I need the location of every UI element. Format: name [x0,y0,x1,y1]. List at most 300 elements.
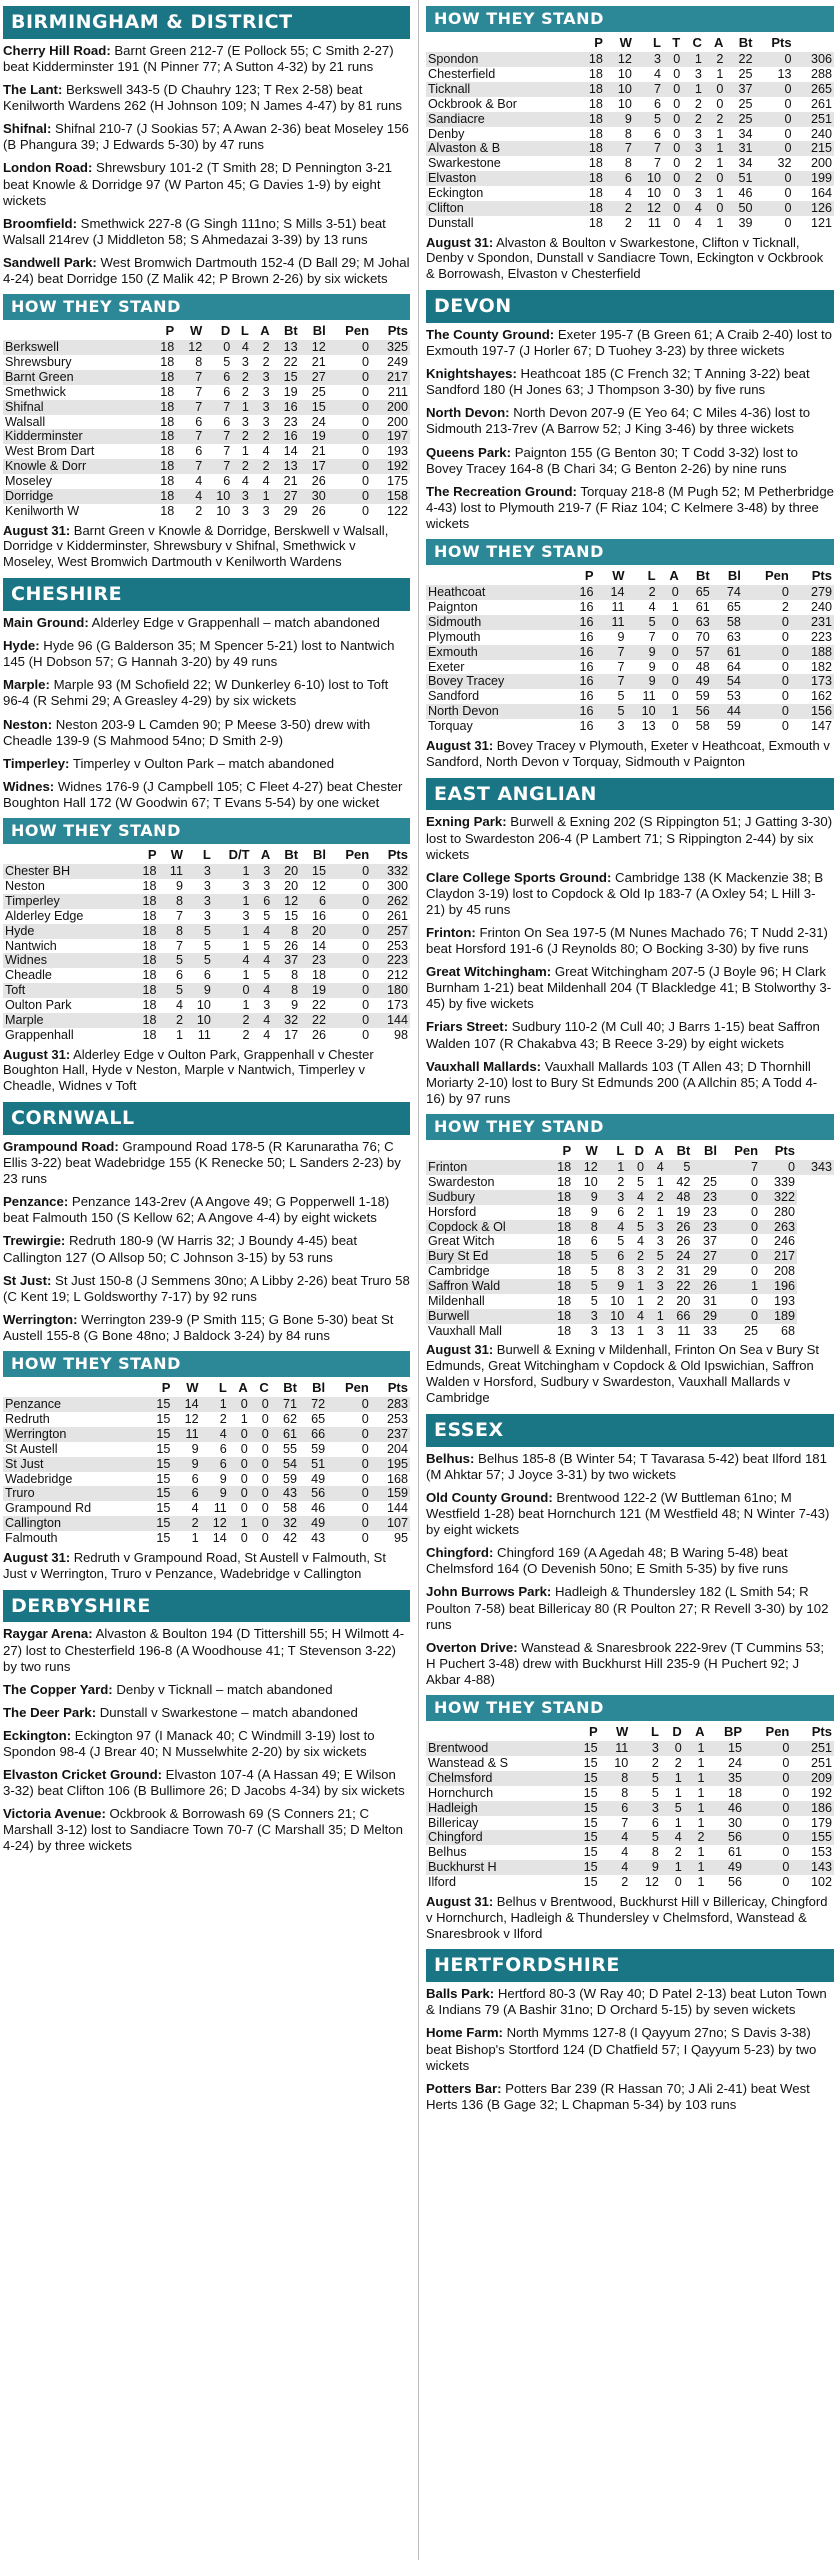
venue-label: Chingford: [426,1545,494,1561]
column-header: W [612,568,625,584]
stat-cell: 18 [131,953,159,968]
table-row [3,459,410,474]
report-text: Alderley Edge v Grappenhall – match abandoned [88,615,380,631]
stat-cell: 0 [663,141,682,156]
report-text: Barnt Green v Knowle & Dorridge, Berskwell v Walsall, Dorridge v Kidderminster, Shrewsbury v Shifnal, Smethwick v Moseley, West Bromwich Dartmouth v Kenilworth Wardens [3,522,389,570]
report-text: Alderley Edge v Oulton Park, Grappenhall v Chester Boughton Hall, Hyde v Neston, Marple v Nantwich, Timperley v Cheadle, Widnes v Toft [3,1046,374,1094]
stat-cell: 253 [386,938,408,953]
stat-cell: 7 [195,384,203,399]
match-report [426,964,834,1012]
venue-label: Timperley: [3,755,70,771]
table-row [426,1264,834,1279]
venue-label: The County Ground: [426,326,555,342]
stat-cell: 5 [203,938,211,953]
stat-cell: 0 [658,645,681,660]
table-row [3,370,410,385]
stat-cell: 0 [362,938,370,953]
table-row [3,1397,410,1412]
stat-cell: 215 [794,141,834,156]
venue-label: Great Witchingham: [426,964,552,980]
stat-cell: 0 [250,1397,271,1412]
venue-label: Cherry Hill Road: [3,42,111,58]
stat-cell: 15 [144,1427,172,1442]
stat-cell: 1 [240,1412,248,1427]
team-name: Cambridge [428,1264,490,1279]
stat-cell: 332 [371,864,410,879]
stat-cell: 12 [184,1412,199,1427]
fixtures-note [426,1342,834,1405]
stat-cell: 3 [242,908,250,923]
stat-cell: 4 [653,67,661,82]
stat-cell: 0 [781,629,789,644]
table-row [3,909,410,924]
stat-cell: 0 [240,1501,248,1516]
stat-cell: 1 [697,1845,705,1860]
stat-cell: 10 [600,1309,627,1324]
stat-cell: 4 [176,489,204,504]
stat-cell: 51 [299,1457,327,1472]
stat-cell: 16 [564,645,595,660]
standings-heading: HOW THEY STAND [426,6,834,32]
stat-cell: 0 [328,429,371,444]
stat-cell: 168 [386,1471,408,1486]
venue-label: Neston: [3,716,53,732]
stat-cell: 98 [393,1027,408,1042]
stat-cell: 5 [627,615,658,630]
column-header: A [260,323,270,339]
stat-cell: 9 [648,659,656,674]
team-name: Torquay [428,719,473,733]
stat-cell: 155 [791,1830,834,1845]
table-row [426,1220,834,1235]
stat-cell: 22 [312,997,327,1012]
team-name: Nantwich [5,938,57,953]
table-row [3,968,410,983]
team-name: Marple [3,1013,131,1028]
stat-cell: 107 [371,1516,410,1531]
stat-cell: 12 [644,1874,659,1889]
stat-cell: 0 [362,355,370,370]
stat-cell: 240 [810,600,832,615]
stat-cell: 0 [362,997,370,1012]
stat-cell: 18 [131,1013,159,1028]
match-report [426,327,834,359]
stat-cell: 343 [797,1160,834,1175]
team-name: Billericay [428,1815,479,1830]
stat-cell: 5 [630,1830,661,1845]
table-row [426,1860,834,1875]
stat-cell: 3 [252,864,273,879]
stat-cell: 5 [651,1785,659,1800]
stat-cell: 15 [156,1471,171,1486]
column-header: P [562,1143,572,1159]
team-name: Shrewsbury [5,355,72,370]
stat-cell: 18 [576,82,605,97]
column-header: Bl [313,847,327,863]
stat-cell: 11 [596,615,627,630]
stat-cell: 2 [172,1516,200,1531]
stat-cell: 2 [624,215,632,230]
stat-cell: 62 [282,1412,297,1427]
stat-cell: 18 [588,156,603,171]
stat-cell: 13 [777,67,792,82]
stat-cell: 3 [646,1279,666,1294]
stat-cell: 18 [557,1204,572,1219]
stat-cell: 15 [272,370,300,385]
stat-cell: 0 [327,1397,371,1412]
stat-cell: 7 [175,938,183,953]
stat-cell: 2 [637,1204,645,1219]
stat-cell: 0 [716,96,724,111]
stat-cell: 18 [148,340,176,355]
stat-cell: 5 [263,908,271,923]
stat-cell: 3 [263,879,271,894]
stat-cell: 7 [204,400,232,415]
team-name: Paignton [428,600,478,615]
stat-cell: 4 [175,997,183,1012]
stat-cell: 0 [671,629,679,644]
stat-cell: 0 [782,1845,790,1860]
stat-cell: 3 [694,126,702,141]
match-report [426,2025,834,2073]
stat-cell: 1 [656,1204,664,1219]
date-label: August 31: [3,522,71,538]
stat-cell: 23 [283,414,298,429]
column-header: D [220,323,231,339]
match-report [426,1451,834,1483]
stat-cell: 0 [328,340,371,355]
team-name: Knowle & Dorr [3,459,148,474]
stat-cell: 46 [311,1501,326,1516]
stat-cell: 0 [743,704,791,719]
team-name: Neston [5,879,45,894]
stat-cell: 1 [697,1785,705,1800]
stat-cell: 3 [600,1190,627,1205]
stat-cell: 9 [175,879,183,894]
stat-cell: 11 [647,215,661,230]
stat-cell: 162 [810,689,832,704]
stat-cell: 2 [682,171,704,186]
stat-cell: 18 [557,1175,572,1190]
column-header: L [616,1143,625,1159]
match-report [3,717,410,749]
stat-cell: 283 [371,1397,410,1412]
table-row [3,894,410,909]
report-text: Belhus 185-8 (B Winter 54; T Tavarasa 5-42) beat Ilford 181 (M Ahktar 57; J Joyce 3-31) by two wickets [426,1450,827,1482]
stat-cell: 208 [773,1264,795,1279]
stat-cell: 15 [583,1756,598,1771]
stat-cell: 5 [590,1264,598,1279]
stat-cell: 4 [195,474,203,489]
table-row [426,1249,834,1264]
stat-cell: 7 [176,429,204,444]
stat-cell: 33 [702,1323,717,1338]
report-text: Bovey Tracey v Plymouth, Exeter v Heathcoat, Exmouth v Sandford, North Devon v Torquay, Sidmouth v Paignton [426,737,830,769]
stat-cell: 15 [144,1457,172,1472]
stat-cell: 0 [784,126,792,141]
stat-cell: 3 [232,489,251,504]
stat-cell: 4 [682,201,704,216]
right-column [426,0,834,2560]
table-row [426,141,834,156]
stat-cell: 18 [160,444,175,459]
stat-cell: 10 [204,489,232,504]
stat-cell: 188 [791,645,834,660]
stat-cell: 56 [728,1874,743,1889]
stat-cell: 306 [794,52,834,67]
stat-cell: 0 [784,96,792,111]
stat-cell: 12 [573,1160,600,1175]
stat-cell: 1 [674,1815,682,1830]
stat-cell: 4 [648,600,656,615]
stat-cell: 16 [564,674,595,689]
table-row [426,674,834,689]
stat-cell: 72 [299,1397,327,1412]
stat-cell: 32 [272,1013,300,1028]
team-name: Cheadle [5,968,52,983]
stat-cell: 4 [262,444,270,459]
stat-cell: 59 [311,1441,326,1456]
stat-cell: 15 [300,864,328,879]
stat-cell: 11 [677,1323,691,1338]
column-header: Pts [811,568,832,584]
column-header: L [650,1724,659,1740]
stat-cell: 0 [328,1013,371,1028]
column-header: Bl [727,568,741,584]
table-row [426,1816,834,1831]
stat-cell: 15 [569,1741,600,1756]
stat-cell: 11 [197,1027,211,1042]
venue-label: Grampound Road: [3,1138,119,1154]
stat-cell: 58 [695,719,710,733]
table-header-row [3,847,410,864]
match-report [3,216,410,248]
table-row [426,1279,834,1294]
stat-cell: 182 [810,659,832,674]
stat-cell: 0 [250,1516,271,1531]
venue-label: Eckington: [3,1727,72,1743]
stat-cell: 17 [284,1027,299,1042]
stat-cell: 10 [627,704,658,719]
stat-cell: 12 [634,201,663,216]
venue-label: Marple: [3,677,50,693]
stat-cell: 66 [299,1427,327,1442]
stat-cell: 11 [642,689,656,704]
stat-cell: 18 [142,908,157,923]
report-text: Elvaston 107-4 (A Hassan 49; E Wilson 3-32) beat Clifton 106 (B Bullimore 26; D Jacobs 4-34) by six wickets [3,1767,405,1799]
stat-cell: 0 [362,503,370,518]
column-header: A [714,35,724,51]
stat-cell: 3 [637,1264,645,1279]
stat-cell: 14 [312,938,327,953]
team-name: Wadebridge [5,1471,73,1486]
stat-cell: 0 [781,659,789,674]
table-row [3,429,410,444]
table-row [3,953,410,968]
venue-label: Queens Park: [426,444,512,460]
stat-cell: 0 [751,1204,759,1219]
stat-cell: 23 [702,1204,717,1219]
section-header-hertfordshire: HERTFORDSHIRE [426,1949,834,1982]
stat-cell: 0 [362,444,370,459]
stat-cell: 6 [175,968,183,983]
stat-cell: 0 [754,52,793,67]
stat-cell: 16 [579,719,594,733]
stat-cell: 68 [780,1323,795,1338]
stat-cell: 0 [361,1471,369,1486]
stat-cell: 0 [658,615,681,630]
stat-cell: 8 [272,983,300,998]
team-name: Truro [3,1486,144,1501]
stat-cell: 3 [694,67,702,82]
stat-cell: 2 [605,201,634,216]
stat-cell: 11 [172,1427,200,1442]
stat-cell: 0 [361,1530,369,1545]
team-name: St Just [3,1457,144,1472]
column-header: P [584,568,594,584]
table-row [426,1830,834,1845]
stat-cell: 1 [229,1516,250,1531]
report-text: Chingford 169 (A Agedah 48; B Waring 5-48) beat Chelmsford 164 (O Devenish 50no; E Smith 5-35) by five runs [426,1545,789,1577]
stat-cell: 63 [681,615,712,630]
venue-label: The Copper Yard: [3,1681,113,1697]
stat-cell: 2 [646,1190,666,1205]
stat-cell: 16 [564,615,595,630]
stat-cell: 6 [653,126,661,141]
stat-cell: 0 [754,171,793,186]
stat-cell: 3 [263,997,271,1012]
column-header [426,1143,547,1160]
stat-cell: 15 [569,1801,600,1816]
table-row [3,355,410,370]
venue-label: Frinton: [426,924,476,940]
stat-cell: 237 [371,1427,410,1442]
column-header: A [669,568,679,584]
team-name: Denby [428,126,465,141]
stat-cell: 0 [240,1471,248,1486]
stat-cell: 18 [576,52,605,67]
stat-cell: 156 [791,704,834,719]
report-text: Werrington 239-9 (P Smith 115; G Bone 5-30) beat St Austell 155-8 (G Bone 48no; J Baldock 3-24) by 84 runs [3,1311,394,1343]
section-header-devon: DEVON [426,290,834,323]
column-header: Pts [774,1143,795,1159]
column-header [426,1724,569,1741]
match-report [3,1728,410,1760]
table-row [3,504,410,519]
stat-cell: 6 [590,1234,598,1249]
table-row [426,1190,834,1205]
stat-cell: 7 [223,444,231,459]
team-name: Heathcoat [426,585,564,600]
column-header: Pen [734,1143,759,1159]
stat-cell: 22 [283,355,298,370]
stat-cell: 18 [588,67,603,82]
column-header: Pts [387,847,408,863]
stat-cell: 29 [283,503,298,518]
stat-cell: 25 [738,67,753,82]
stat-cell: 3 [634,52,663,67]
stat-cell: 7 [176,400,204,415]
stat-cell: 0 [328,370,371,385]
stat-cell: 197 [371,429,410,444]
match-report [426,2081,834,2113]
stat-cell: 0 [671,689,679,704]
team-name: Eckington [428,185,484,200]
stat-cell: 0 [743,615,791,630]
team-name: Plymouth [428,629,481,644]
standings-table [426,35,834,230]
stat-cell: 16 [579,659,594,674]
stat-cell: 261 [810,96,832,111]
stat-cell: 217 [371,370,410,385]
stat-cell: 7 [176,459,204,474]
stat-cell: 0 [328,924,371,939]
stat-cell: 26 [311,503,326,518]
stat-cell: 34 [738,126,753,141]
stat-cell: 6 [219,1441,227,1456]
stat-cell [692,1160,719,1175]
stat-cell: 39 [738,215,753,230]
stat-cell: 143 [791,1860,834,1875]
stat-cell: 0 [658,674,681,689]
stat-cell: 2 [617,1175,625,1190]
stat-cell: 10 [605,82,634,97]
stat-cell: 25 [725,112,754,127]
stat-cell: 9 [590,1204,598,1219]
stat-cell: 0 [362,879,370,894]
stat-cell: 18 [142,938,157,953]
stat-cell: 0 [704,82,726,97]
table-row [426,704,834,719]
stat-cell: 10 [617,96,632,111]
venue-label: Werrington: [3,1311,78,1327]
table-row [426,1756,834,1771]
team-name: Burwell [426,1309,547,1324]
stat-cell: 10 [216,503,231,518]
stat-cell: 3 [203,879,211,894]
match-report [3,1312,410,1344]
stat-cell: 16 [272,429,300,444]
stat-cell: 4 [600,1220,627,1235]
team-name: Falmouth [5,1530,58,1545]
team-name: West Brom Dart [5,444,95,459]
table-row [3,1531,410,1546]
stat-cell: 1 [201,1397,229,1412]
stat-cell: 4 [694,215,702,230]
stat-cell: 5 [185,924,213,939]
stat-cell: 20 [300,924,328,939]
stat-cell: 17 [300,459,328,474]
venue-label: Belhus: [426,1450,475,1466]
report-text: Barnt Green 212-7 (E Pollock 55; C Smith 2-27) beat Kidderminster 191 (N Pinner 77; A Sutton 4-32) by 21 runs [3,42,394,74]
stat-cell: 6 [605,171,634,186]
stat-cell: 0 [673,215,681,230]
stat-cell: 65 [681,585,712,600]
match-report [426,1019,834,1051]
stat-cell: 6 [617,1204,625,1219]
stat-cell: 0 [261,1530,269,1545]
column-header: D/T [228,847,250,863]
stat-cell: 61 [271,1427,299,1442]
stat-cell: 0 [673,67,681,82]
team-name: Hadleigh [426,1801,569,1816]
stat-cell: 1 [719,1279,760,1294]
match-report [3,1194,410,1226]
report-text: Vauxhall Mallards 103 (T Allen 43; D Thornhill Moriarty 2-10) lost to Bury St Edmunds 200 (A Allchin 85; A Todd 4-16) by 97 runs [426,1058,818,1106]
team-name: Swardeston [428,1175,495,1190]
stat-cell: 0 [663,112,682,127]
stat-cell: 31 [702,1293,717,1308]
